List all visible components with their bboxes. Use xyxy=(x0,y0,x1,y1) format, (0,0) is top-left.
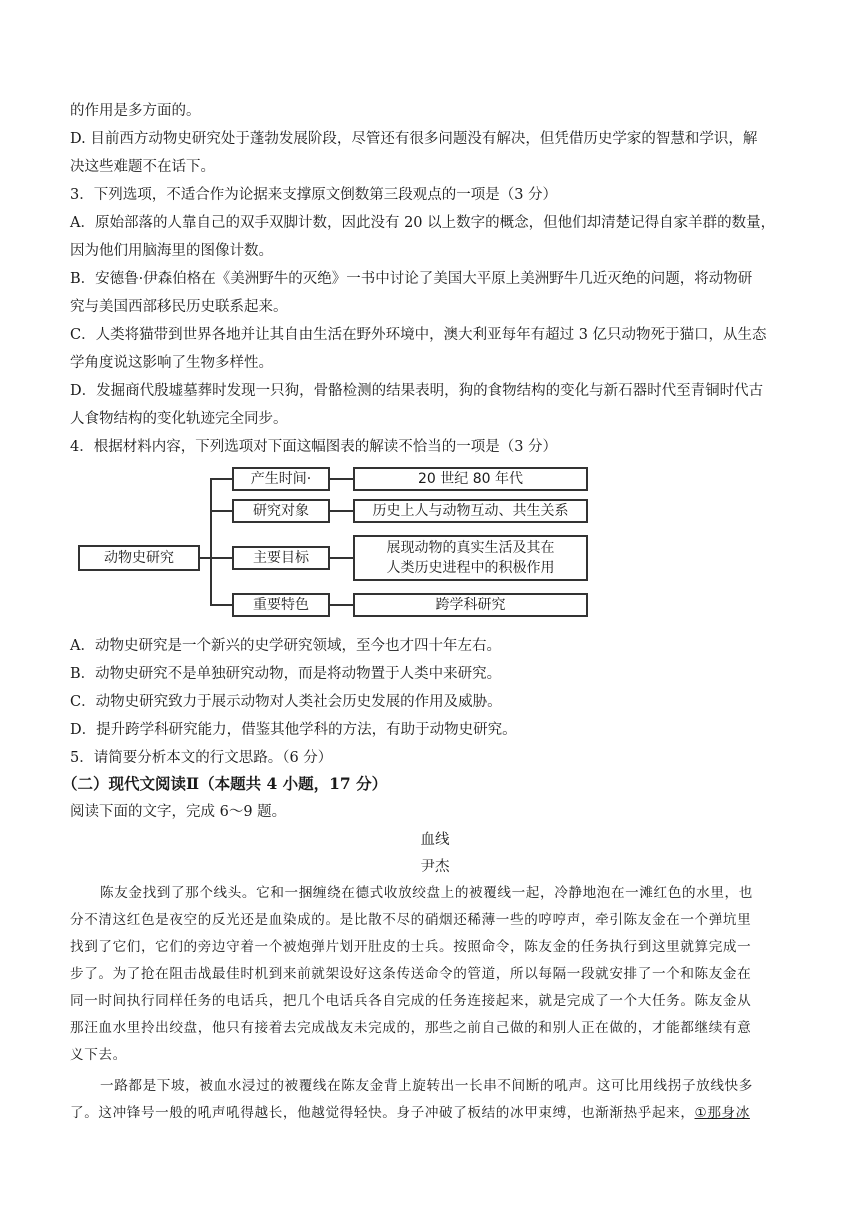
q3-option-d-cont: 人食物结构的变化轨迹完全同步。 xyxy=(70,411,288,427)
paragraph-line: 义下去。 xyxy=(70,1047,127,1063)
underlined-sentence: ①那身冰 xyxy=(694,1105,750,1121)
question-5: 5．请简要分析本文的行文思路。（6 分） xyxy=(70,750,333,766)
diagram-value-time: 20 世纪 80 年代 xyxy=(353,467,588,491)
paragraph-line: 那汪血水里拎出绞盘，他只有接着去完成战友未完成的，那些之前自己做的和别人正在做的，才能都继续有意 xyxy=(70,1020,752,1036)
diagram-link xyxy=(330,510,353,512)
text-line: 的作用是多方面的。 xyxy=(70,103,201,119)
paragraph-line: 同一时间执行同样任务的电话兵，把几个电话兵各自完成的任务连接起来，就是完成了一个大任务。陈友金从 xyxy=(70,993,752,1009)
paragraph-text: 了。这冲锋号一般的吼声吼得越长，他越觉得轻快。身子冲破了板结的冰甲束缚，也渐渐热乎起来， xyxy=(70,1105,695,1121)
paragraph-line: 陈友金找到了那个线头。它和一捆缠绕在德式收放绞盘上的被覆线一起，冷静地泡在一滩红色的水里，也 xyxy=(100,885,753,901)
diagram-branch xyxy=(210,510,232,512)
paragraph-line: 步了。为了抢在阻击战最佳时机到来前就架设好这条传送命令的管道，所以每隔一段就安排了一个和陈友金在 xyxy=(70,966,752,982)
diagram-branch xyxy=(210,557,232,559)
q3-option-a: A．原始部落的人靠自己的双手双脚计数，因此没有 20 以上数字的概念，但他们却清楚记得自家羊群的数量， xyxy=(70,215,776,231)
diagram-label-goal: 主要目标 xyxy=(232,546,330,570)
option-d-line: D. 目前西方动物史研究处于蓬勃发展阶段，尽管还有很多问题没有解决，但凭借历史学家的智慧和学识，解 xyxy=(70,131,758,147)
story-title: 血线 xyxy=(420,832,450,848)
diagram-value-goal xyxy=(353,535,588,581)
diagram-link xyxy=(330,557,353,559)
paragraph-line: 一路都是下坡，被血水浸过的被覆线在陈友金背上旋转出一长串不间断的吼声。这可比用线拐子放线快多 xyxy=(100,1078,753,1094)
diagram-root-box: 动物史研究 xyxy=(78,545,200,571)
diagram-label-time: 产生时间· xyxy=(232,467,330,491)
q4-option-a: A．动物史研究是一个新兴的史学研究领域，至今也才四十年左右。 xyxy=(70,638,501,654)
q4-option-d: D．提升跨学科研究能力，借鉴其他学科的方法，有助于动物史研究。 xyxy=(70,722,517,738)
diagram-label-object: 研究对象 xyxy=(232,499,330,523)
q3-option-a-cont: 因为他们用脑海里的图像计数。 xyxy=(70,243,273,259)
question-3: 3．下列选项，不适合作为论据来支撑原文倒数第三段观点的一项是（3 分） xyxy=(70,187,558,203)
reading-instruction: 阅读下面的文字，完成 6～9 题。 xyxy=(70,804,287,820)
diagram-value-goal-line1: 展现动物的真实生活及其在 xyxy=(386,540,555,556)
story-author: 尹杰 xyxy=(420,859,450,875)
paragraph-line: 找到了它们，它们的旁边守着一个被炮弹片划开肚皮的士兵。按照命令，陈友金的任务执行到这里就算完成一 xyxy=(70,939,752,955)
diagram-label-feature: 重要特色 xyxy=(232,593,330,617)
diagram-value-goal-line2: 人类历史进程中的积极作用 xyxy=(386,560,555,576)
text-line: 决这些难题不在话下。 xyxy=(70,159,215,175)
section-heading: （二）现代文阅读Ⅱ（本题共 4 小题，17 分） xyxy=(62,774,388,793)
diagram-branch xyxy=(210,604,232,606)
diagram-link xyxy=(330,478,353,480)
paragraph-line: 分不清这红色是夜空的反光还是血染成的。是比散不尽的硝烟还稀薄一些的哼哼声，牵引陈友金在一个弹坑里 xyxy=(70,912,752,928)
diagram-branch xyxy=(210,478,232,480)
q3-option-b: B．安德鲁·伊森伯格在《美洲野牛的灭绝》一书中讨论了美国大平原上美洲野牛几近灭绝的问题，将动物研 xyxy=(70,271,753,287)
diagram-value-object: 历史上人与动物互动、共生关系 xyxy=(353,499,588,523)
q3-option-c-cont: 学角度说这影响了生物多样性。 xyxy=(70,355,273,371)
q4-option-b: B．动物史研究不是单独研究动物，而是将动物置于人类中来研究。 xyxy=(70,666,502,682)
paragraph-line xyxy=(70,1103,800,1123)
q3-option-b-cont: 究与美国西部移民历史联系起来。 xyxy=(70,299,288,315)
q3-option-c: C．人类将猫带到世界各地并让其自由生活在野外环境中，澳大利亚每年有超过 3 亿只动物死于猫口，从生态 xyxy=(70,327,767,343)
diagram-trunk xyxy=(210,478,212,605)
diagram-link xyxy=(330,604,353,606)
q4-option-c: C．动物史研究致力于展示动物对人类社会历史发展的作用及威胁。 xyxy=(70,694,502,710)
question-4: 4．根据材料内容，下列选项对下面这幅图表的解读不恰当的一项是（3 分） xyxy=(70,439,558,455)
diagram-value-feature: 跨学科研究 xyxy=(353,593,588,617)
q3-option-d: D．发掘商代殷墟墓葬时发现一只狗，骨骼检测的结果表明，狗的食物结构的变化与新石器时代至青铜时代古 xyxy=(70,383,764,399)
